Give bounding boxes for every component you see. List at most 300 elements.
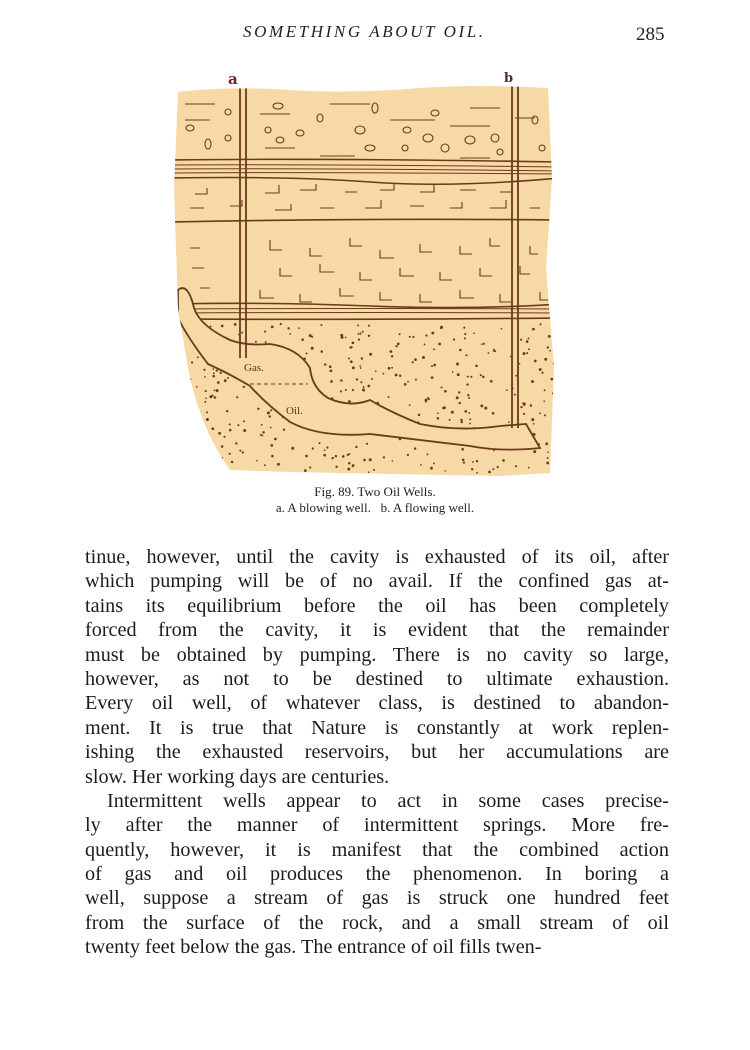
- sand-dot: [551, 378, 554, 381]
- sand-dot: [352, 389, 354, 391]
- sand-dot: [345, 337, 347, 339]
- text-line: Intermittent wells appear to act in some cases precise-: [107, 789, 669, 812]
- sand-dot: [437, 417, 440, 420]
- sand-dot: [533, 450, 536, 453]
- sand-dot: [243, 429, 246, 432]
- sand-dot: [229, 423, 231, 425]
- sand-dot: [326, 446, 328, 448]
- sand-dot: [363, 459, 366, 462]
- sand-dot: [531, 380, 534, 383]
- sand-dot: [388, 367, 391, 370]
- sand-dot: [177, 471, 179, 473]
- text-line: forced from the cavity, it is evident that the remainder: [85, 619, 669, 642]
- sand-dot: [534, 360, 537, 363]
- sand-dot: [271, 326, 274, 329]
- sand-dot: [407, 454, 409, 456]
- text-line: tinue, however, until the cavity is exhausted of its oil, after: [85, 546, 669, 568]
- sand-dot: [352, 465, 354, 467]
- sand-dot: [526, 352, 528, 354]
- sand-dot: [242, 451, 244, 453]
- sand-dot: [464, 333, 466, 335]
- sand-dot: [515, 465, 517, 467]
- sand-dot: [312, 447, 314, 449]
- sand-dot: [462, 459, 465, 462]
- sand-dot: [180, 415, 182, 417]
- sand-dot: [311, 347, 314, 350]
- sand-dot: [480, 374, 482, 376]
- sand-dot: [264, 464, 266, 466]
- sand-dot: [424, 343, 426, 345]
- sand-dot: [539, 323, 541, 325]
- sand-dot: [481, 343, 483, 345]
- sand-dot: [390, 350, 393, 353]
- sand-dot: [340, 390, 342, 392]
- sand-dot: [335, 455, 337, 457]
- sand-dot: [200, 462, 202, 464]
- sand-dot: [177, 374, 179, 376]
- sand-dot: [221, 325, 224, 328]
- sand-dot: [237, 424, 239, 426]
- sand-dot: [461, 421, 463, 423]
- sand-dot: [217, 381, 220, 384]
- text-line: ly after the manner of intermittent springs. More fre-: [85, 814, 669, 837]
- paragraph-1: [85, 545, 669, 789]
- running-head-title: SOMETHING ABOUT OIL.: [243, 22, 486, 41]
- sand-dot: [399, 375, 401, 377]
- text-line: of gas and oil produces the phenomenon. In boring a: [85, 863, 669, 886]
- sand-dot: [523, 403, 526, 406]
- text-line: slow. Her working days are centuries.: [85, 765, 390, 788]
- sand-dot: [425, 334, 427, 336]
- sand-dot: [476, 472, 478, 474]
- sand-dot: [539, 412, 541, 414]
- sand-dot: [471, 468, 473, 470]
- sand-dot: [262, 431, 264, 433]
- sand-dot: [218, 432, 221, 435]
- sand-dot: [464, 410, 467, 413]
- sand-dot: [189, 455, 191, 457]
- sand-dot: [467, 376, 469, 378]
- sand-dot: [383, 456, 385, 458]
- sand-dot: [207, 433, 209, 435]
- sand-dot: [355, 446, 357, 448]
- sand-dot: [363, 386, 365, 388]
- sand-dot: [438, 343, 441, 346]
- sand-dot: [553, 390, 555, 392]
- sand-dot: [375, 370, 377, 372]
- sand-dot: [226, 410, 228, 412]
- sand-dot: [523, 352, 526, 355]
- sand-dot: [357, 333, 359, 335]
- sand-dot: [212, 375, 215, 378]
- sand-dot: [440, 327, 442, 329]
- sand-dot: [458, 391, 460, 393]
- sand-dot: [527, 338, 529, 340]
- sand-dot: [243, 386, 245, 388]
- sand-dot: [395, 345, 397, 347]
- sand-dot: [418, 414, 421, 417]
- text-line: quently, however, it is manifest that the combined action: [85, 838, 669, 861]
- sand-dot: [335, 466, 337, 468]
- sand-dot: [231, 461, 233, 463]
- sand-dot: [283, 429, 285, 431]
- sand-dot: [241, 332, 243, 334]
- sand-dot: [350, 360, 353, 363]
- sand-dot: [473, 332, 475, 334]
- sand-dot: [519, 363, 521, 365]
- sand-dot: [490, 380, 493, 383]
- sand-dot: [277, 463, 280, 466]
- sand-dot: [199, 455, 201, 457]
- sand-dot: [395, 374, 398, 377]
- sand-dot: [414, 447, 416, 449]
- sand-dot: [170, 470, 172, 472]
- well-b-label: b: [504, 71, 514, 86]
- sand-dot: [514, 394, 516, 396]
- sand-dot: [305, 455, 308, 458]
- sand-dot: [442, 407, 445, 410]
- sand-dot: [270, 427, 272, 429]
- sand-dot: [243, 420, 245, 422]
- sand-dot: [320, 324, 322, 326]
- sand-dot: [470, 376, 472, 378]
- sand-dot: [320, 350, 323, 353]
- sand-dot: [523, 413, 525, 415]
- text-line: must be obtained by pumping. There is no cavity so large,: [85, 643, 669, 666]
- sand-dot: [187, 423, 189, 425]
- sand-dot: [340, 379, 342, 381]
- sand-dot: [461, 448, 464, 451]
- sand-dot: [172, 385, 174, 387]
- sand-dot: [399, 333, 401, 335]
- sand-dot: [530, 404, 532, 406]
- sand-dot: [261, 424, 263, 426]
- sand-dot: [526, 340, 529, 343]
- sand-dot: [368, 471, 370, 473]
- sand-dot: [207, 439, 210, 442]
- sand-dot: [332, 457, 334, 459]
- sand-dot: [515, 375, 517, 377]
- sand-dot: [205, 397, 207, 399]
- sand-dot: [352, 366, 355, 369]
- sand-dot: [324, 449, 326, 451]
- sand-dot: [547, 451, 549, 453]
- sand-dot: [352, 341, 355, 344]
- sand-dot: [449, 419, 451, 421]
- sand-dot: [236, 396, 238, 398]
- sand-dot: [209, 395, 212, 398]
- oil-label: Oil.: [286, 405, 303, 417]
- text-line: tains its equilibrium before the oil has been completely: [85, 594, 669, 617]
- sand-dot: [180, 387, 183, 390]
- sand-dot: [257, 408, 259, 410]
- sand-dot: [539, 368, 542, 371]
- sand-dot: [214, 389, 216, 391]
- sand-dot: [213, 372, 215, 374]
- sand-dot: [363, 389, 365, 391]
- sand-dot: [179, 355, 181, 357]
- sand-dot: [391, 367, 393, 369]
- sand-dot: [420, 464, 422, 466]
- sand-dot: [391, 460, 393, 462]
- sand-dot: [545, 442, 548, 445]
- sand-dot: [409, 404, 411, 406]
- sand-dot: [460, 419, 462, 421]
- sand-dot: [459, 349, 462, 352]
- sand-dot: [170, 386, 172, 388]
- sand-dot: [382, 373, 384, 375]
- sand-dot: [466, 383, 468, 385]
- sand-dot: [467, 394, 469, 396]
- sand-dot: [234, 323, 237, 326]
- sand-dot: [340, 334, 343, 337]
- sand-dot: [212, 368, 214, 370]
- sand-dot: [176, 350, 178, 352]
- sand-dot: [546, 462, 549, 465]
- sand-dot: [350, 346, 352, 348]
- sand-dot: [348, 358, 350, 360]
- sand-dot: [211, 427, 214, 430]
- sand-dot: [431, 365, 433, 367]
- sand-dot: [229, 429, 232, 432]
- sand-dot: [170, 353, 172, 355]
- sand-dot: [309, 467, 311, 469]
- sand-dot: [463, 462, 465, 464]
- sand-dot: [304, 469, 307, 472]
- sand-dot: [528, 348, 530, 350]
- sand-dot: [173, 410, 176, 413]
- sand-dot: [189, 378, 191, 380]
- sand-dot: [171, 377, 173, 379]
- sand-dot: [391, 355, 393, 357]
- sand-dot: [330, 370, 333, 373]
- body-text: [85, 545, 669, 960]
- sand-dot: [422, 356, 425, 359]
- sand-dot: [547, 457, 549, 459]
- sand-dot: [371, 378, 373, 380]
- sand-dot: [465, 354, 467, 356]
- sand-dot: [369, 353, 372, 356]
- sand-dot: [463, 327, 465, 329]
- sand-dot: [319, 442, 321, 444]
- sand-dot: [488, 471, 491, 474]
- sand-dot: [206, 418, 209, 421]
- sand-dot: [547, 346, 549, 348]
- figure-two-oil-wells: [170, 68, 560, 480]
- sand-dot: [180, 404, 182, 406]
- sand-dot: [520, 339, 522, 341]
- sand-dot: [210, 325, 212, 327]
- sand-dot: [488, 352, 490, 354]
- sand-dot: [175, 442, 177, 444]
- sand-dot: [348, 462, 351, 465]
- sand-dot: [452, 371, 454, 373]
- sand-dot: [559, 325, 560, 327]
- sand-dot: [369, 458, 372, 461]
- sand-dot: [223, 436, 225, 438]
- sand-dot: [359, 333, 361, 335]
- sand-dot: [531, 418, 534, 421]
- sand-dot: [345, 389, 347, 391]
- sand-dot: [175, 439, 177, 441]
- sand-dot: [456, 396, 459, 399]
- sand-dot: [553, 420, 555, 422]
- sand-dot: [433, 462, 435, 464]
- sand-dot: [404, 383, 407, 386]
- sand-dot: [196, 386, 198, 388]
- sand-dot: [188, 463, 191, 466]
- sand-dot: [544, 389, 546, 391]
- text-line: which pumping will be of no avail. If the confined gas at-: [85, 570, 669, 593]
- sand-dot: [220, 372, 222, 374]
- sand-dot: [368, 335, 370, 337]
- sand-dot: [425, 399, 428, 402]
- sand-dot: [342, 455, 345, 458]
- sand-dot: [360, 381, 362, 383]
- sand-dot: [469, 423, 471, 425]
- sand-dot: [483, 343, 485, 345]
- sand-dot: [412, 361, 414, 363]
- sand-dot: [221, 445, 224, 448]
- sand-dot: [388, 396, 390, 398]
- sand-dot: [502, 459, 505, 462]
- sand-dot: [358, 338, 360, 340]
- sand-dot: [555, 418, 558, 421]
- sand-dot: [373, 469, 375, 471]
- sand-dot: [409, 336, 411, 338]
- sand-dot: [441, 386, 443, 388]
- sand-dot: [227, 377, 229, 379]
- sand-dot: [367, 385, 370, 388]
- sand-dot: [183, 419, 185, 421]
- sand-dot: [301, 338, 304, 341]
- sand-dot: [366, 443, 368, 445]
- sand-dot: [544, 358, 547, 361]
- sand-dot: [554, 434, 557, 437]
- sand-dot: [214, 396, 217, 399]
- text-line: however, as not to be destined to ultimate exhaustion.: [85, 667, 669, 690]
- sand-dot: [459, 402, 461, 404]
- sand-dot: [298, 327, 300, 329]
- sand-dot: [175, 441, 177, 443]
- sand-dot: [520, 406, 522, 408]
- text-line: well, suppose a stream of gas is struck one hundred feet: [85, 887, 669, 910]
- sand-dot: [229, 453, 231, 455]
- sand-dot: [444, 390, 447, 393]
- gas-label: Gas.: [244, 362, 264, 374]
- sand-dot: [205, 390, 207, 392]
- sand-dot: [171, 416, 173, 418]
- sand-dot: [235, 442, 237, 444]
- sand-dot: [532, 328, 535, 331]
- sand-dot: [501, 328, 503, 330]
- sand-dot: [549, 350, 551, 352]
- sand-dot: [457, 373, 460, 376]
- sand-dot: [548, 335, 551, 338]
- sand-dot: [170, 396, 171, 398]
- sand-dot: [324, 363, 326, 365]
- sand-dot: [270, 444, 273, 447]
- sand-dot: [239, 450, 241, 452]
- sand-dot: [476, 460, 478, 462]
- figure-caption-legend: a. A blowing well. b. A flowing well.: [275, 500, 475, 515]
- sand-dot: [433, 364, 436, 367]
- sand-dot: [306, 352, 308, 354]
- sand-dot: [267, 411, 270, 414]
- sand-dot: [221, 457, 223, 459]
- sand-dot: [359, 365, 361, 367]
- sand-dot: [433, 348, 435, 350]
- sand-dot: [347, 468, 350, 471]
- sand-dot: [206, 411, 208, 413]
- sand-dot: [430, 467, 433, 470]
- sand-dot: [204, 401, 206, 403]
- sand-dot: [330, 380, 333, 383]
- sand-dot: [176, 362, 179, 365]
- sand-dot: [178, 448, 180, 450]
- sand-dot: [555, 422, 557, 424]
- sand-dot: [475, 365, 478, 368]
- sand-dot: [323, 454, 326, 457]
- oil-wells-illustration: [170, 68, 560, 480]
- sand-dot: [497, 466, 499, 468]
- text-line: ishing the exhausted reservoirs, but her accumulations are: [85, 741, 669, 764]
- sand-dot: [269, 416, 271, 418]
- sand-dot: [554, 394, 557, 397]
- well-a-label: a: [228, 70, 238, 88]
- sand-dot: [444, 470, 446, 472]
- sand-dot: [349, 453, 351, 455]
- sand-dot: [329, 365, 332, 368]
- sand-dot: [397, 343, 400, 346]
- sand-dot: [265, 341, 267, 343]
- sand-dot: [311, 336, 313, 338]
- sand-dot: [204, 376, 206, 378]
- sand-dot: [197, 356, 199, 358]
- sand-dot: [437, 412, 439, 414]
- sand-dot: [484, 407, 487, 410]
- text-line: twenty feet below the gas. The entrance of oil fills twen-: [85, 936, 542, 959]
- page-number: 285: [636, 24, 665, 45]
- sand-dot: [407, 381, 409, 383]
- sand-dot: [412, 336, 414, 338]
- sand-dot: [280, 323, 282, 325]
- paragraph-2: [85, 789, 669, 960]
- sand-dot: [468, 397, 470, 399]
- sand-dot: [291, 447, 294, 450]
- sand-dot: [428, 398, 430, 400]
- text-line: Every oil well, of whatever class, is destined to abandon-: [85, 692, 669, 715]
- sand-dot: [289, 333, 291, 335]
- sand-dot: [464, 337, 466, 339]
- sand-dot: [506, 389, 508, 391]
- sand-dot: [415, 379, 417, 381]
- sand-dot: [270, 409, 272, 411]
- sand-dot: [206, 433, 208, 435]
- sand-dot: [451, 411, 454, 414]
- sand-dot: [431, 376, 434, 379]
- sand-dot: [427, 453, 429, 455]
- sand-dot: [271, 455, 274, 458]
- sand-dot: [472, 461, 474, 463]
- sand-dot: [256, 460, 258, 462]
- sand-dot: [482, 376, 485, 379]
- sand-dot: [274, 438, 277, 441]
- sand-dot: [528, 467, 530, 469]
- sand-dot: [170, 357, 173, 360]
- sand-dot: [224, 379, 227, 382]
- sand-dot: [362, 331, 364, 333]
